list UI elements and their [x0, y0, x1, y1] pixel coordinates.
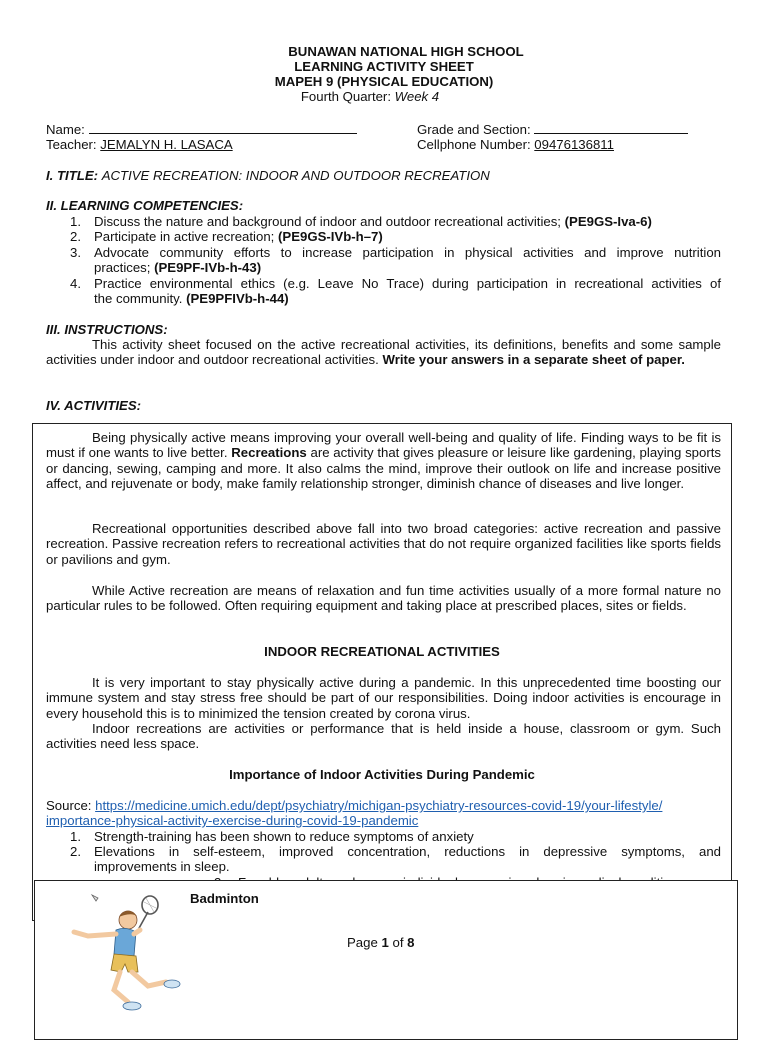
cell-label: Cellphone Number:: [417, 137, 531, 152]
benefit-2-cont: improvements in sleep.: [94, 859, 230, 874]
teacher-row: [46, 137, 233, 152]
name-label: Name:: [46, 122, 85, 137]
name-row: [46, 122, 357, 137]
benefit-2: 2. Elevations in self-esteem, improved concentration, reductions in depressive symptoms, and: [70, 844, 721, 859]
competency-1: 1. Discuss the nature and background of indoor and outdoor recreational activities; (PE9GS-Iva-6): [70, 214, 652, 229]
source-row-2: [46, 813, 418, 828]
badminton-label: Badminton: [190, 891, 259, 906]
teacher-value: JEMALYN H. LASACA: [100, 137, 233, 152]
competency-4: 4. Practice environmental ethics (e.g. Leave No Trace) during participation in recreational activities of: [70, 276, 721, 291]
importance-heading: Importance of Indoor Activities During Pandemic: [229, 767, 535, 782]
source-label: Source:: [46, 798, 92, 813]
paragraph-2: Recreational opportunities described above fall into two broad categories: active recreation and passive recreation. Passive recreation refers to recreational activities that do not require organized facilities like sports fields or pavilions and gym.: [46, 521, 721, 567]
source-link-1[interactable]: https://medicine.umich.edu/dept/psychiatry/michigan-psychiatry-resources-covid-19/your-lifestyle/: [95, 798, 663, 813]
page-indicator: Page 1 of 8: [347, 935, 415, 950]
subject-title: MAPEH 9 (PHYSICAL EDUCATION): [274, 74, 494, 89]
competency-3-cont: practices; (PE9PF-IVb-h-43): [94, 260, 262, 275]
school-name: BUNAWAN NATIONAL HIGH SCHOOL: [288, 44, 524, 59]
quarter-week: Week 4: [394, 89, 440, 104]
source-row: [46, 798, 662, 813]
title-label: I. TITLE:: [46, 168, 99, 183]
activities-heading: IV. ACTIVITIES:: [46, 398, 142, 413]
name-blank: [89, 122, 357, 134]
paragraph-3: While Active recreation are means of relaxation and fun time activities usually of a more formal nature no particular rules to be followed. Often requiring equipment and taking place at prescribed places, sites or fields.: [46, 583, 721, 614]
instructions-heading: III. INSTRUCTIONS:: [46, 322, 168, 337]
paragraph-4: It is very important to stay physically active during a pandemic. In this unprecedented time boosting our immune system and stay stress free should be part of our responsibilities. Doing indoor activities is encourage in every household this is to minimized the tension created by corona virus.: [46, 675, 721, 721]
competency-3: 3. Advocate community efforts to increase participation in physical activities and improve nutrition: [70, 245, 721, 260]
source-link-2[interactable]: importance-physical-activity-exercise-during-covid-19-pandemic: [46, 813, 419, 828]
teacher-label: Teacher:: [46, 137, 97, 152]
paragraph-5: Indoor recreations are activities or performance that is held inside a house, classroom or gym. Such activities need less space.: [46, 721, 721, 752]
instructions-text: This activity sheet focused on the active recreational activities, its definitions, benefits and some sample activities under indoor and outdoor recreational activities. Write your answers in a separate sheet of paper.: [46, 337, 721, 368]
cell-value: 09476136811: [534, 137, 614, 152]
quarter-line: [0, 89, 740, 104]
cell-row: [417, 137, 614, 152]
paragraph-1: Being physically active means improving your overall well-being and quality of life. Finding ways to be fit is must if one wants to live better. Recreations are activity that gives pleasure or leisure like gardening, playing sports or dancing, sewing, camping and more. It also calms the mind, improve their outlook on life and increase positive affect, and rejuvenate or body, make family relationship stronger, diminish chance of diseases and live longer.: [46, 430, 721, 491]
grade-row: [417, 122, 688, 137]
competency-2: 2. Participate in active recreation; (PE9GS-IVb-h–7): [70, 229, 383, 244]
competency-4-cont: the community. (PE9PFIVb-h-44): [94, 291, 289, 306]
badminton-player-illustration: [68, 890, 184, 1024]
grade-blank: [534, 122, 688, 134]
quarter-label: Fourth Quarter:: [300, 89, 391, 104]
competencies-heading: II. LEARNING COMPETENCIES:: [46, 198, 244, 213]
grade-label: Grade and Section:: [417, 122, 531, 137]
benefit-1: 1. Strength-training has been shown to reduce symptoms of anxiety: [70, 829, 474, 844]
title-row: [46, 168, 490, 183]
title-value: ACTIVE RECREATION: INDOOR AND OUTDOOR RECREATION: [101, 168, 490, 183]
indoor-heading: INDOOR RECREATIONAL ACTIVITIES: [264, 644, 500, 659]
sheet-title: LEARNING ACTIVITY SHEET: [294, 59, 474, 74]
